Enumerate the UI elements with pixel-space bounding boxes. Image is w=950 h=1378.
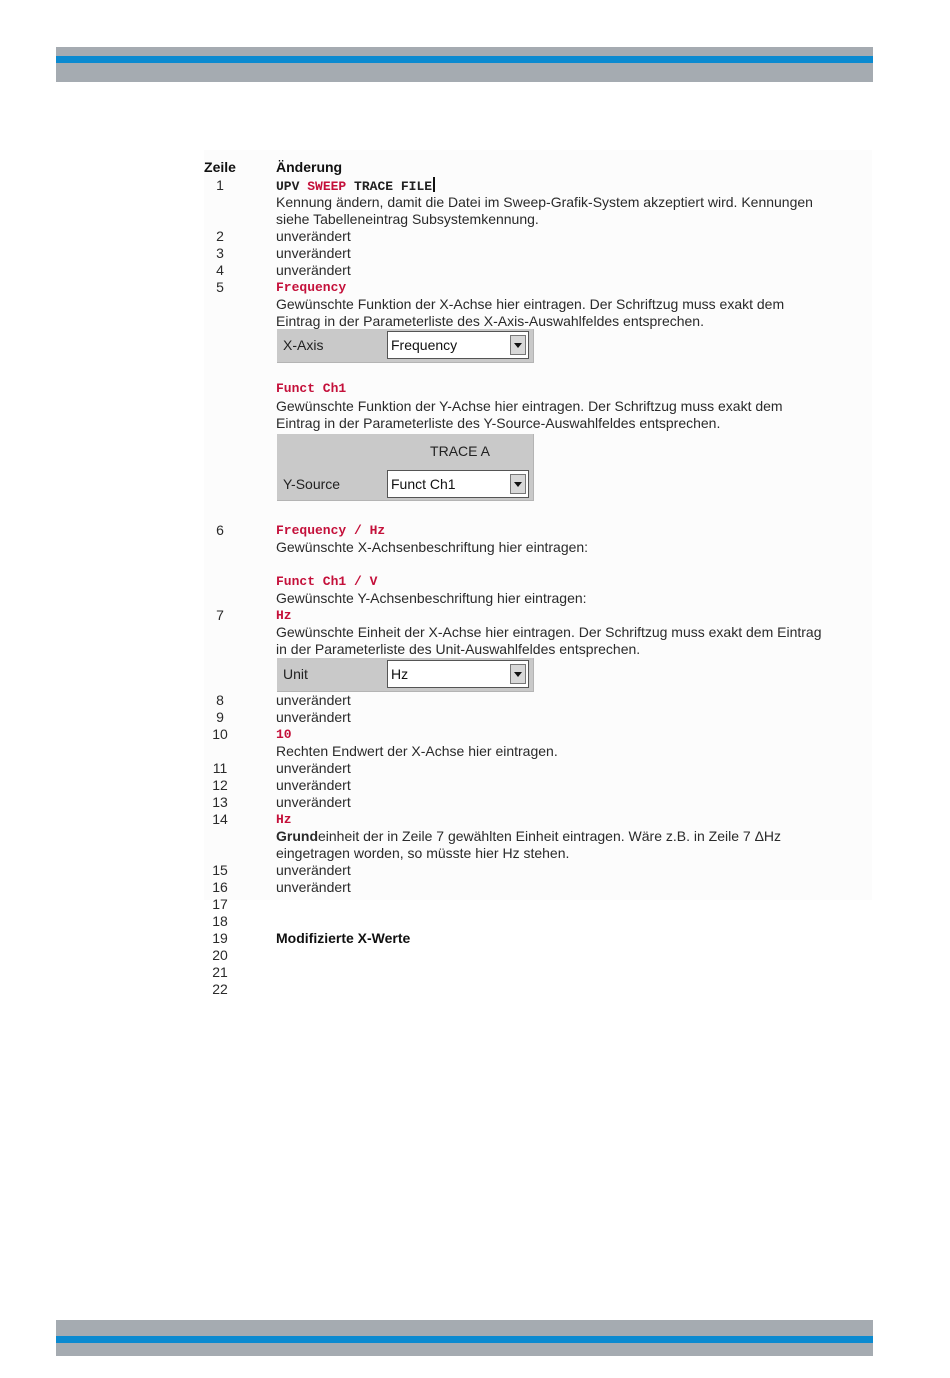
- line-number: 4: [216, 262, 224, 278]
- line-number: 1: [216, 177, 224, 193]
- text-cursor: [433, 177, 435, 192]
- y-source-select[interactable]: [387, 470, 529, 498]
- description: in der Parameterliste des Unit-Auswahlfeldes entsprechen.: [276, 641, 641, 657]
- x-axis-widget: [277, 329, 534, 363]
- line-number: 15: [212, 862, 228, 878]
- y-source-label: Y-Source: [283, 476, 341, 492]
- y-source-value: Funct Ch1: [391, 476, 456, 492]
- status-text: unverändert: [276, 709, 351, 725]
- description: Gewünschte Y-Achsenbeschriftung hier eintragen:: [276, 590, 587, 606]
- column-header-line: Zeile: [204, 159, 236, 175]
- unit-select[interactable]: [387, 660, 529, 688]
- description: Gewünschte Funktion der X-Achse hier eintragen. Der Schriftzug muss exakt dem: [276, 296, 785, 312]
- status-text: unverändert: [276, 879, 351, 895]
- description: Kennung ändern, damit die Datei im Sweep-Grafik-System akzeptiert wird. Kennungen: [276, 194, 813, 210]
- chevron-down-icon[interactable]: [510, 664, 526, 684]
- description: Grundeinheit der in Zeile 7 gewählten Einheit eintragen. Wäre z.B. in Zeile 7 ΔHz: [276, 828, 782, 844]
- status-text: unverändert: [276, 862, 351, 878]
- y-source-widget: [277, 434, 534, 501]
- description: Rechten Endwert der X-Achse hier eintragen.: [276, 743, 558, 759]
- chevron-down-icon[interactable]: [510, 474, 526, 494]
- line-number: 11: [212, 760, 228, 776]
- header-stripe: [56, 56, 873, 63]
- code-entry: Funct Ch1: [276, 381, 347, 396]
- code-entry: Frequency / Hz: [276, 523, 386, 538]
- line-number: 9: [216, 709, 224, 725]
- chevron-down-icon[interactable]: [510, 335, 526, 355]
- footer-bar: [56, 1320, 873, 1356]
- header-bar: [56, 47, 873, 82]
- code-entry: Funct Ch1 / V: [276, 574, 378, 589]
- code-entry: Frequency: [276, 280, 347, 295]
- unit-label: Unit: [283, 666, 308, 682]
- line-number: 10: [212, 726, 228, 742]
- status-text: unverändert: [276, 777, 351, 793]
- line-number: 5: [216, 279, 224, 295]
- description: eingetragen worden, so müsste hier Hz stehen.: [276, 845, 570, 861]
- description: Gewünschte Einheit der X-Achse hier eintragen. Der Schriftzug muss exakt dem Eintrag: [276, 624, 822, 640]
- line-number: 8: [216, 692, 224, 708]
- trace-title: TRACE A: [430, 443, 490, 459]
- footer-stripe: [56, 1336, 873, 1343]
- status-text: unverändert: [276, 245, 351, 261]
- x-axis-select[interactable]: [387, 331, 529, 359]
- status-text: unverändert: [276, 794, 351, 810]
- line-number: 22: [212, 981, 228, 997]
- line-number: 14: [212, 811, 228, 827]
- line-number: 17: [212, 896, 228, 912]
- unit-value: Hz: [391, 666, 409, 682]
- description: Gewünschte Funktion der Y-Achse hier eintragen. Der Schriftzug muss exakt dem: [276, 398, 783, 414]
- status-text: unverändert: [276, 760, 351, 776]
- line-number: 12: [212, 777, 228, 793]
- code-entry: Hz: [276, 608, 292, 623]
- status-text: unverändert: [276, 692, 351, 708]
- description: Gewünschte X-Achsenbeschriftung hier eintragen:: [276, 539, 589, 555]
- line-number: 3: [216, 245, 224, 261]
- line-number: 21: [212, 964, 228, 980]
- line-number: 13: [212, 794, 228, 810]
- column-header-change: Änderung: [276, 159, 343, 175]
- section-label: Modifizierte X-Werte: [276, 930, 411, 946]
- line-number: 2: [216, 228, 224, 244]
- description: Eintrag in der Parameterliste des Y-Source-Auswahlfeldes entsprechen.: [276, 415, 721, 431]
- code-entry: UPV SWEEP TRACE FILE: [276, 177, 435, 195]
- line-number: 19: [212, 930, 228, 946]
- line-number: 7: [216, 607, 224, 623]
- line-number: 20: [212, 947, 228, 963]
- line-number: 6: [216, 522, 224, 538]
- status-text: unverändert: [276, 262, 351, 278]
- description: Eintrag in der Parameterliste des X-Axis-Auswahlfeldes entsprechen.: [276, 313, 704, 329]
- line-number: 16: [212, 879, 228, 895]
- line-number: 18: [212, 913, 228, 929]
- code-entry: 10: [276, 727, 292, 742]
- description: siehe Tabelleneintrag Subsystemkennung.: [276, 211, 539, 227]
- code-entry: Hz: [276, 812, 292, 827]
- unit-widget: [277, 658, 534, 692]
- x-axis-value: Frequency: [391, 337, 458, 353]
- x-axis-label: X-Axis: [283, 337, 324, 353]
- status-text: unverändert: [276, 228, 351, 244]
